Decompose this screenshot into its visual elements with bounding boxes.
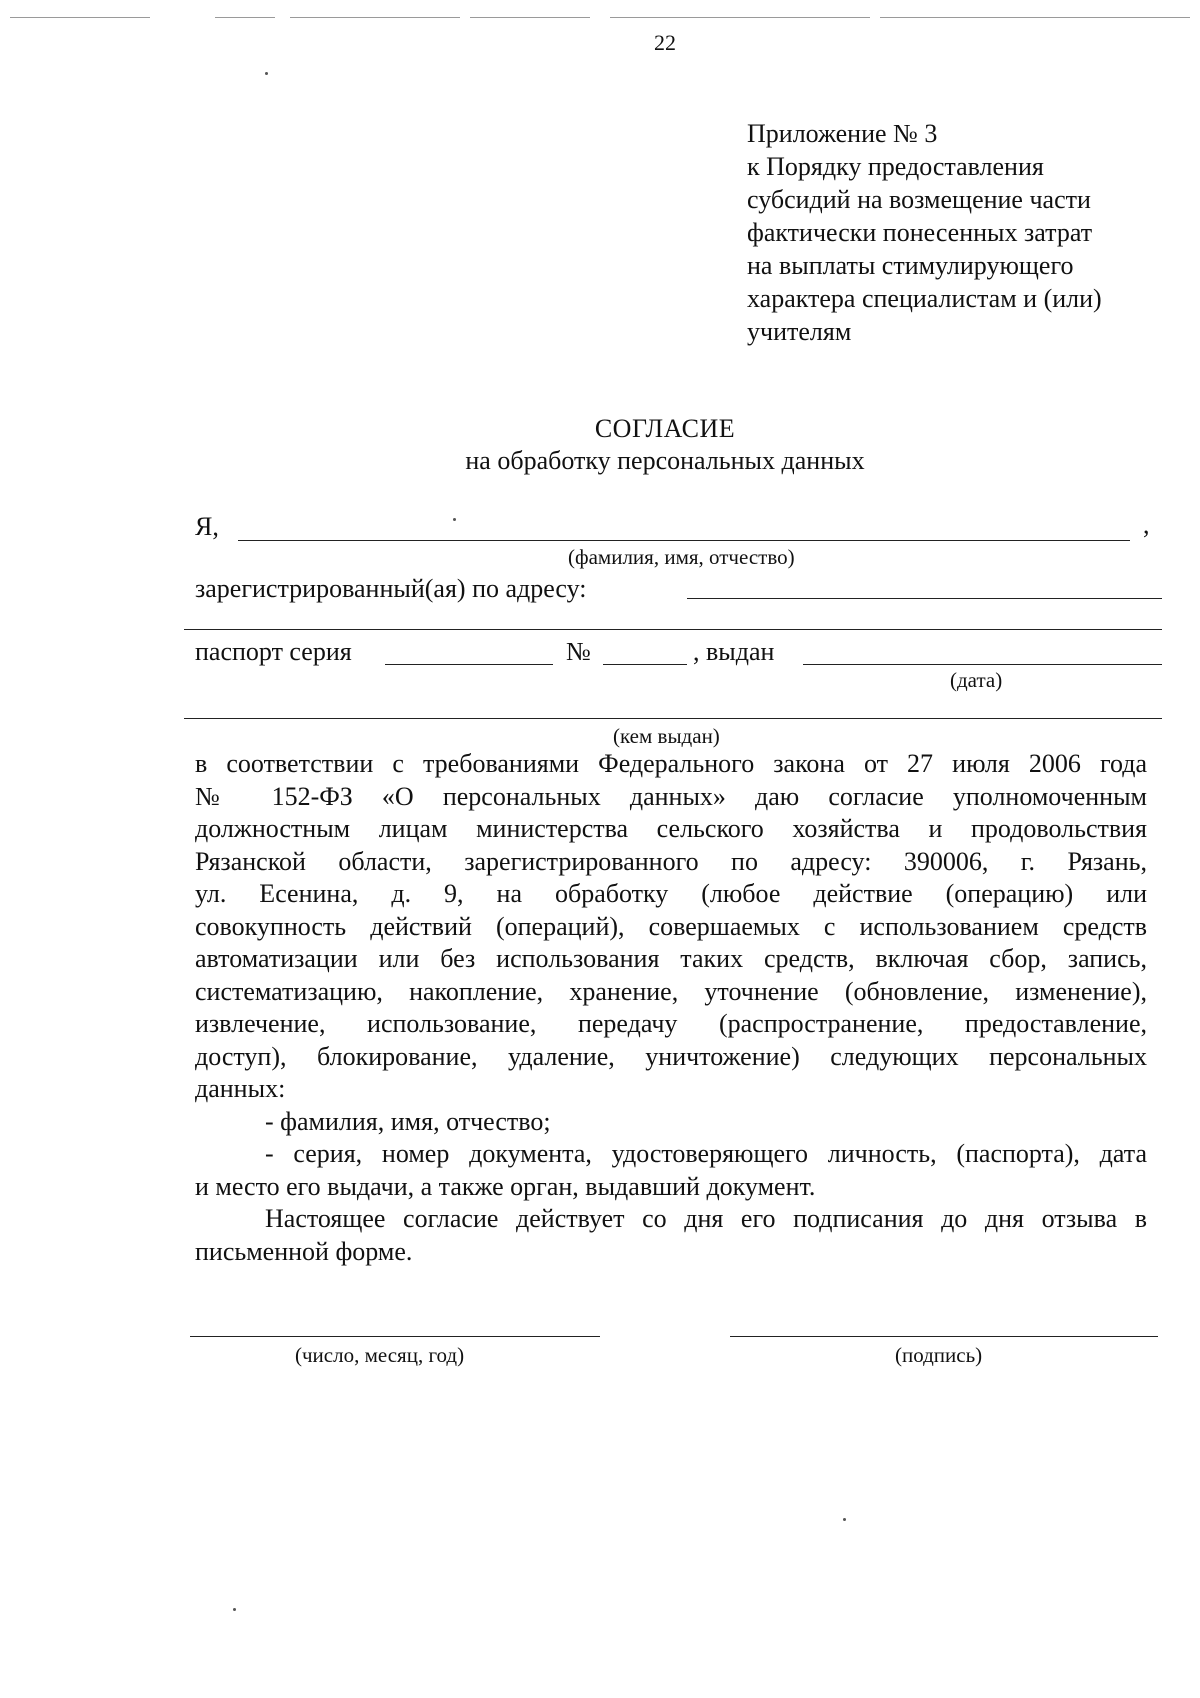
issued-by-caption: (кем выдан)	[613, 724, 720, 748]
body-line: систематизацию, накопление, хранение, уточнение (обновление, изменение),	[195, 976, 1147, 1006]
issue-date-field[interactable]	[803, 664, 1162, 665]
name-suffix: ,	[1143, 510, 1150, 539]
passport-series-field[interactable]	[385, 664, 553, 665]
appendix-line: субсидий на возмещение части	[747, 185, 1091, 214]
scan-edge-artifact	[0, 17, 1200, 20]
address-field-continuation[interactable]	[184, 629, 1162, 630]
body-line: извлечение, использование, передачу (распространение, предоставление,	[195, 1009, 1147, 1038]
body-line: в соответствии с требованиями Федерального закона от 27 июля 2006 года	[195, 749, 1147, 778]
address-label: зарегистрированный(ая) по адресу:	[195, 574, 587, 603]
consent-body	[195, 748, 1147, 1268]
page-number: 22	[654, 30, 676, 55]
body-line: совокупность действий (операций), совершаемых с использованием средств	[195, 911, 1147, 941]
name-prefix: Я,	[195, 512, 219, 541]
document-subtitle: на обработку персональных данных	[465, 446, 865, 475]
scan-speck	[843, 1518, 846, 1521]
full-name-field[interactable]	[238, 540, 1130, 541]
passport-series-label: паспорт серия	[195, 637, 352, 666]
passport-number-label: №	[566, 637, 591, 666]
list-item-full-name: - фамилия, имя, отчество;	[265, 1106, 551, 1136]
document-title: СОГЛАСИЕ	[594, 414, 736, 443]
appendix-line: к Порядку предоставления	[747, 152, 1044, 181]
appendix-line: Приложение № 3	[747, 119, 938, 148]
signing-date-field[interactable]	[190, 1336, 600, 1337]
body-line: доступ), блокирование, удаление, уничтожение) следующих персональных	[195, 1041, 1147, 1071]
signing-date-caption: (число, месяц, год)	[295, 1343, 465, 1367]
body-line: автоматизации или без использования таких средств, включая сбор, запись,	[195, 944, 1147, 973]
issued-label: , выдан	[693, 637, 775, 666]
body-line: № 152-ФЗ «О персональных данных» даю согласие уполномоченным	[195, 781, 1147, 811]
address-field[interactable]	[687, 598, 1162, 599]
body-line: ул. Есенина, д. 9, на обработку (любое действие (операцию) или	[195, 879, 1147, 908]
body-line: должностным лицам министерства сельского хозяйства и продовольствия	[195, 814, 1147, 843]
list-item-document: - серия, номер документа, удостоверяющего личность, (паспорта), дата	[265, 1139, 1147, 1168]
body-line: данных:	[195, 1074, 286, 1103]
closing-statement: Настоящее согласие действует со дня его подписания до дня отзыва в	[265, 1204, 1147, 1233]
issue-date-caption: (дата)	[950, 668, 1003, 692]
body-line: Рязанской области, зарегистрированного по адресу: 390006, г. Рязань,	[195, 846, 1147, 876]
signature-field[interactable]	[730, 1336, 1158, 1337]
passport-number-field[interactable]	[603, 664, 687, 665]
issued-by-field[interactable]	[184, 718, 1162, 719]
full-name-caption: (фамилия, имя, отчество)	[568, 545, 795, 569]
signature-caption: (подпись)	[895, 1343, 983, 1367]
list-item-document-cont: и место его выдачи, а также орган, выдавший документ.	[195, 1171, 816, 1201]
appendix-line: характера специалистам и (или)	[747, 284, 1102, 313]
closing-statement-cont: письменной форме.	[195, 1236, 413, 1266]
appendix-header	[747, 117, 1167, 348]
appendix-line: фактически понесенных затрат	[747, 218, 1093, 247]
scan-speck	[453, 518, 456, 521]
scan-speck	[265, 72, 268, 75]
appendix-line: учителям	[747, 317, 852, 346]
scan-speck	[233, 1608, 236, 1611]
appendix-line: на выплаты стимулирующего	[747, 251, 1074, 280]
